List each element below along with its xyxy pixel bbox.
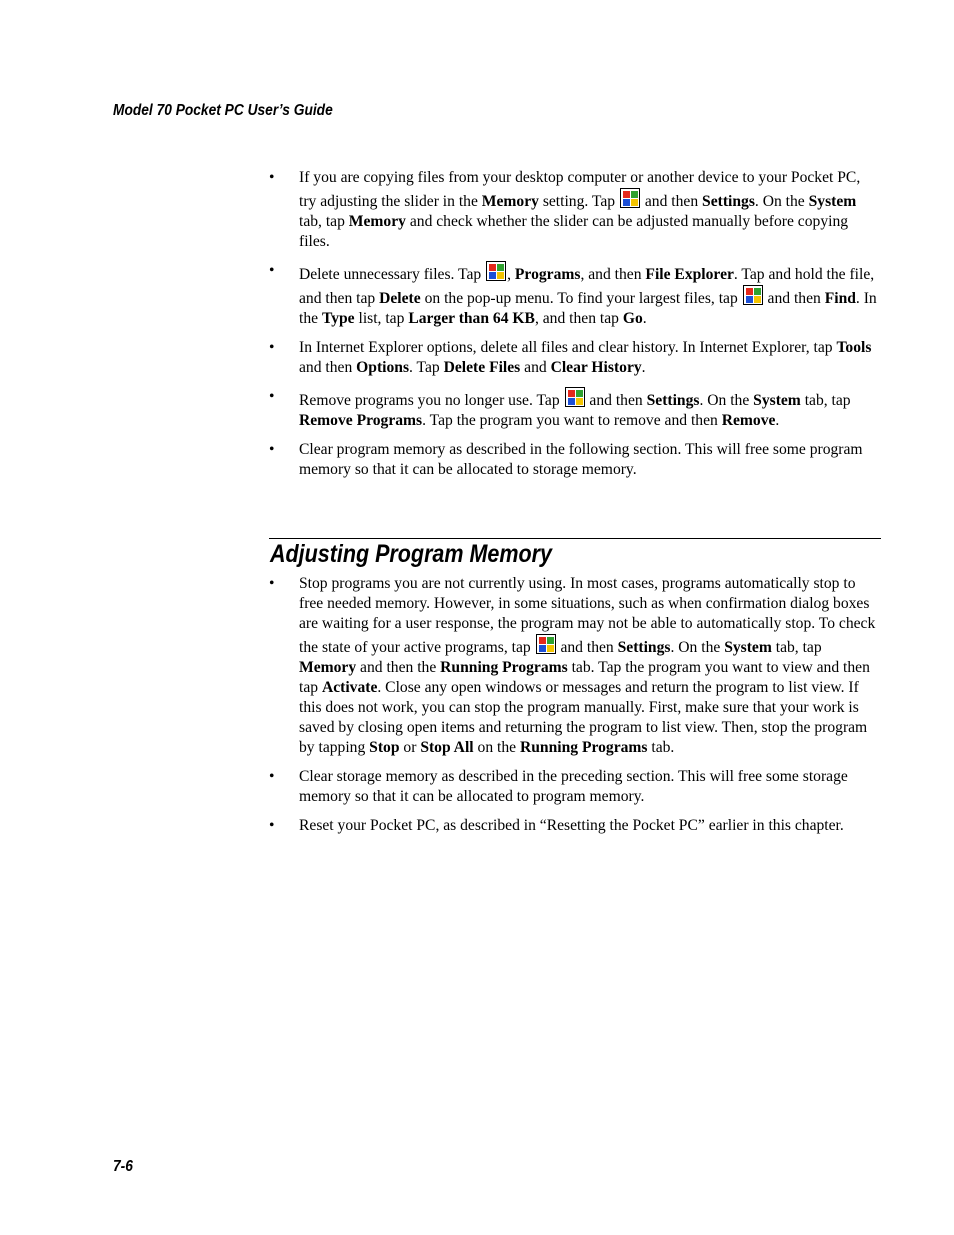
list-item: [269, 387, 879, 431]
bold-term: Stop: [369, 739, 400, 756]
body-text: and then: [556, 639, 618, 656]
start-menu-icon: [536, 634, 556, 654]
list-item: [269, 767, 879, 807]
body-text: .: [641, 359, 646, 376]
bold-term: File Explorer: [645, 266, 734, 283]
list-item: [269, 440, 879, 480]
body-text: . In the: [299, 290, 877, 327]
body-text: tab. Tap the program you want to view and then tap: [299, 659, 870, 696]
bold-term: Find: [824, 290, 856, 307]
bullet-marker: •: [269, 575, 275, 592]
body-text: and then: [299, 359, 357, 376]
bold-term: System: [724, 639, 772, 656]
body-text: . On the: [754, 193, 809, 210]
body-text: or: [399, 739, 421, 756]
memory-tips-list: [269, 168, 879, 489]
bold-term: Larger than 64 KB: [408, 310, 535, 327]
bold-term: Go: [622, 310, 643, 327]
bold-term: Memory: [299, 659, 357, 676]
bullet-marker: •: [269, 262, 275, 279]
list-item: [269, 574, 879, 758]
bold-term: Type: [321, 310, 355, 327]
body-text: . Tap and hold the file, and then tap: [299, 266, 875, 307]
start-menu-icon: [620, 188, 640, 208]
body-text: If you are copying files from your desktop computer or another device to your Pocket PC, try adjusting the slider in the: [299, 169, 861, 210]
body-text: . Close any open windows or messages and return the program to list view. If this does not work, you can stop the program manually. First, make sure that your work is saved by closing open items and returning the program to list view. Then, stop the program by tapping: [299, 679, 868, 756]
start-menu-icon: [486, 261, 506, 281]
bold-term: Activate: [321, 679, 378, 696]
bold-term: Settings: [702, 193, 755, 210]
section-rule: [269, 538, 881, 539]
body-text: . Tap: [409, 359, 444, 376]
body-text: In Internet Explorer options, delete all files and clear history. In Internet Explorer, tap: [299, 339, 837, 356]
bullet-marker: •: [269, 388, 275, 405]
start-menu-icon: [743, 285, 763, 305]
body-text: tab, tap: [771, 639, 822, 656]
body-text: and then the: [356, 659, 441, 676]
body-text: and: [520, 359, 551, 376]
bold-term: Memory: [348, 213, 406, 230]
bold-term: System: [753, 392, 801, 409]
body-text: . On the: [699, 392, 754, 409]
bullet-marker: •: [269, 441, 275, 458]
body-text: Clear storage memory as described in the preceding section. This will free some storage memory so that it can be allocated to program memory.: [299, 768, 848, 805]
bold-term: Running Programs: [519, 739, 648, 756]
bold-term: Clear History: [550, 359, 642, 376]
body-text: on the pop-up menu. To find your largest files, tap: [420, 290, 742, 307]
bold-term: System: [808, 193, 857, 210]
body-text: Stop programs you are not currently using. In most cases, programs automatically stop to free needed memory. However, in some situations, such as when confirmation dialog boxes are waiting for a user response, the program may not be able to automatically stop. To check the state of your active programs, tap: [299, 575, 876, 656]
body-text: and then: [763, 290, 825, 307]
bullet-marker: •: [269, 768, 275, 785]
bold-term: Delete: [379, 290, 421, 307]
bold-term: Settings: [617, 639, 671, 656]
body-text: , and then tap: [534, 310, 623, 327]
body-text: Clear program memory as described in the following section. This will free some program memory so that it can be allocated to storage memory.: [299, 441, 863, 478]
body-text: ,: [507, 266, 515, 283]
list-item: [269, 816, 879, 836]
body-text: , and then: [580, 266, 646, 283]
body-text: . On the: [670, 639, 725, 656]
page-number: 7-6: [113, 1158, 133, 1175]
running-header-title: Model 70 Pocket PC User’s Guide: [113, 102, 333, 119]
bold-term: Settings: [646, 392, 700, 409]
body-text: tab, tap: [299, 213, 349, 230]
body-text: . Tap the program you want to remove and then: [422, 412, 722, 429]
body-text: and then: [585, 392, 647, 409]
body-text: setting. Tap: [538, 193, 619, 210]
body-text: Reset your Pocket PC, as described in “Resetting the Pocket PC” earlier in this chapter.: [299, 817, 844, 834]
bold-term: Tools: [836, 339, 872, 356]
bold-term: Options: [356, 359, 410, 376]
body-text: Remove programs you no longer use. Tap: [299, 392, 564, 409]
bold-term: Remove: [721, 412, 776, 429]
bold-term: Remove Programs: [299, 412, 423, 429]
bold-term: Stop All: [420, 739, 474, 756]
body-text: and check whether the slider can be adjusted manually before copying files.: [299, 213, 849, 250]
body-text: tab, tap: [800, 392, 851, 409]
program-memory-list: [269, 574, 879, 845]
body-text: list, tap: [354, 310, 409, 327]
body-text: .: [642, 310, 647, 327]
list-item: [269, 338, 879, 378]
body-text: on the: [473, 739, 520, 756]
bullet-marker: •: [269, 339, 275, 356]
list-item: [269, 261, 879, 329]
bold-term: Running Programs: [440, 659, 568, 676]
bullet-marker: •: [269, 169, 275, 186]
bold-term: Programs: [514, 266, 581, 283]
body-text: and then: [640, 193, 703, 210]
body-text: Delete unnecessary files. Tap: [299, 266, 486, 283]
bold-term: Delete Files: [443, 359, 521, 376]
list-item: [269, 168, 879, 252]
start-menu-icon: [565, 387, 585, 407]
bold-term: Memory: [481, 193, 539, 210]
body-text: .: [775, 412, 780, 429]
bullet-marker: •: [269, 817, 275, 834]
section-heading: Adjusting Program Memory: [270, 540, 552, 568]
body-text: tab.: [647, 739, 675, 756]
